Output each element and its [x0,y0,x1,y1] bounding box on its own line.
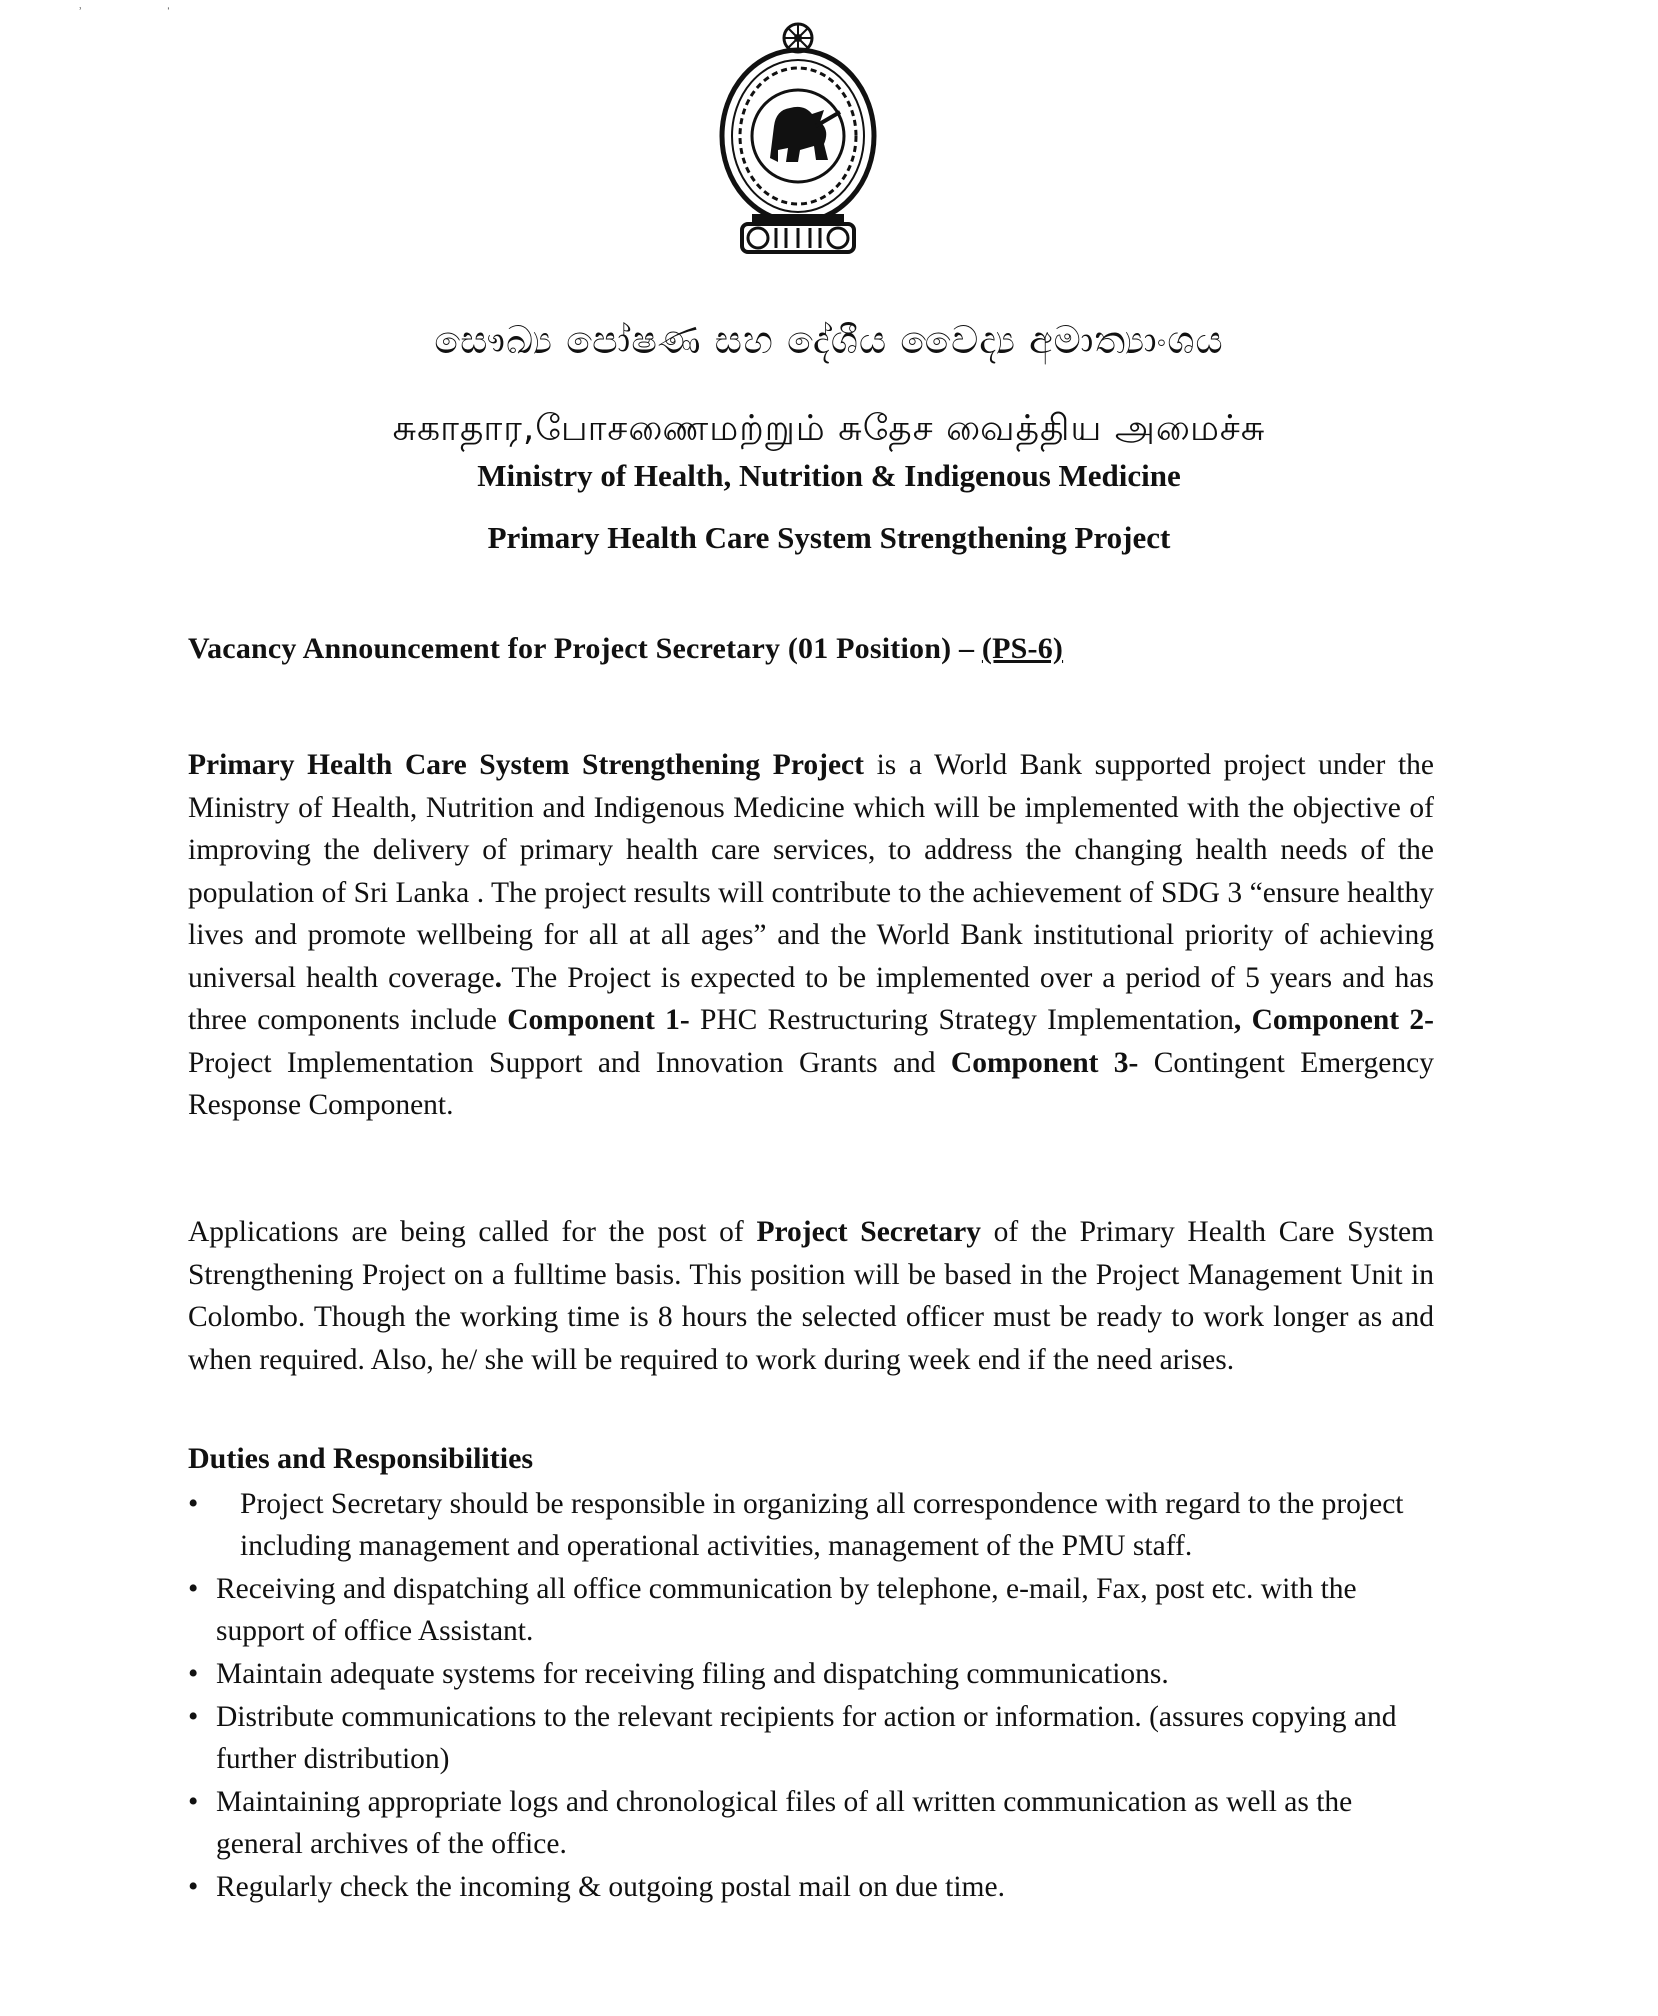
vacancy-title-text: Vacancy Announcement for Project Secretary (01 Position) – [188,632,982,665]
vacancy-reference: (PS-6) [981,632,1064,665]
paragraph-text: Applications are being called for the post of [188,1216,757,1248]
tamil-ministry-title: சுகாதார,போசணைமற்றும் சுதேச வைத்திய அமைச்சு [392,408,1266,449]
scan-artifact: ˈ [166,6,171,21]
application-call-paragraph [188,1211,1434,1381]
component-1-label: Component 1- [507,1004,690,1036]
duty-item [188,1781,1438,1865]
paragraph-text [1241,1004,1251,1036]
duty-item [188,1696,1438,1780]
component-2-label: Component 2- [1251,1004,1434,1036]
component-3-label: Component 3- [950,1046,1139,1079]
project-title: Primary Health Care System Strengthening Project [487,520,1171,555]
duty-item [188,1866,1438,1908]
duty-item [188,1568,1438,1652]
scan-artifact: ʾ [78,6,83,21]
project-name-bold: Primary Health Care System Strengthening Project [188,749,864,781]
bullet-icon: • [188,1786,199,1818]
paragraph-text: of the Primary Health Care System Strengthening Project on a fulltime basis. This position will be based in the Project Management Unit in Colombo. Though the working time is 8 hours the selected officer must be ready to work longer as and when required. Also, he/ she will be required to work during week end if the need arises. [188,1216,1434,1376]
bullet-icon: • [188,1488,199,1520]
component-3-text: Contingent Emergency Response Component. [188,1046,1434,1121]
duty-item [188,1483,1438,1567]
project-description-paragraph [188,744,1434,1127]
vacancy-title [188,632,1063,666]
component-2-text: Project Implementation Support and Innovation Grants and [188,1046,951,1079]
paragraph-punctuation: , [1233,1004,1242,1036]
paragraph-text: is a World Bank supported project under the Ministry of Health, Nutrition and Indigenous Medicine which will be implemented with the objective of improving the delivery of primary health care services, to address the changing health needs of the population of Sri Lanka . The project results will contribute to the achievement of SDG 3 “ensure healthy lives and promote wellbeing for all at all ages” and the World Bank institutional priority of achieving universal health coverage [188,749,1434,994]
state-emblem-icon [718,18,878,258]
duty-text: Maintain adequate systems for receiving filing and dispatching communications. [216,1658,1169,1690]
bullet-icon: • [188,1658,199,1690]
component-1-text: PHC Restructuring Strategy Implementation [689,1004,1234,1036]
duty-text: Regularly check the incoming & outgoing postal mail on due time. [216,1871,1005,1903]
bullet-icon: • [188,1871,199,1903]
paragraph-punctuation: . [494,961,502,994]
duty-text: Receiving and dispatching all office communication by telephone, e-mail, Fax, post etc. with the support of office Assistant. [216,1573,1357,1647]
english-ministry-title: Ministry of Health, Nutrition & Indigenous Medicine [477,458,1181,493]
bullet-icon: • [188,1573,199,1605]
duty-text: Project Secretary should be responsible in organizing all correspondence with regard to the project including management and operational activities, management of the PMU staff. [240,1488,1404,1562]
duties-heading: Duties and Responsibilities [188,1442,534,1475]
duty-item [188,1653,1438,1695]
bullet-icon: • [188,1701,199,1733]
post-title-bold: Project Secretary [756,1216,981,1248]
duty-text: Distribute communications to the relevant recipients for action or information. (assures copying and further distribution) [216,1701,1397,1775]
duties-list [188,1483,1438,1909]
paragraph-text: The Project is expected to be implemented over a period of 5 years and has three components include [188,961,1434,1036]
duty-text: Maintaining appropriate logs and chronological files of all written communication as well as the general archives of the office. [216,1786,1353,1860]
sinhala-ministry-title: සෞඛ්‍ය පෝෂණ සහ දේශීය වෛද්‍ය අමාත්‍යාංශය [434,318,1224,362]
